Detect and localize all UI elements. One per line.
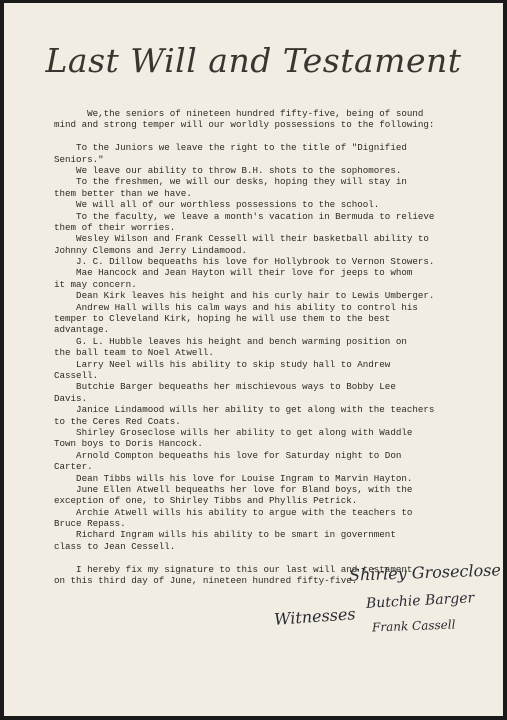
text-line: We leave our ability to throw B.H. shots to the sophomores. [54,164,402,176]
text-line: Butchie Barger bequeaths her mischievous ways to Bobby Lee [54,381,396,393]
signature-frank: Frank Cassell [371,617,456,635]
text-line: Larry Neel wills his ability to skip study hall to Andrew [54,358,391,370]
text-line: Dean Tibbs wills his love for Louise Ingram to Marvin Hayton. [54,472,413,484]
text-line: Johnny Clemons and Jerry Lindamood. [54,244,247,256]
text-line: Mae Hancock and Jean Hayton will their love for jeeps to whom [54,267,413,279]
text-line: To the faculty, we leave a month's vacation in Bermuda to relieve [54,210,435,222]
text-line: Janice Lindamood wills her ability to get along with the teachers [54,404,435,416]
text-line: on this third day of June, nineteen hundred fifty-five. [54,575,358,587]
text-line: Archie Atwell wills his ability to argue with the teachers to [54,506,413,518]
text-line [54,131,494,142]
text-line: J. C. Dillow bequeaths his love for Hollybrook to Vernon Stowers. [54,256,435,268]
witnesses-label: Witnesses [273,604,357,629]
signature-butchie: Butchie Barger [365,590,475,612]
text-line: Town boys to Doris Hancock. [54,438,203,450]
text-line: G. L. Hubble leaves his height and bench warming position on [54,335,407,347]
will-body-text [54,108,494,586]
text-line: temper to Cleveland Kirk, hoping he will use them to the best [54,313,391,325]
document-page [4,3,503,716]
document-title: Last Will and Testament [45,41,462,80]
text-line: To the Juniors we leave the right to the title of "Dignified [54,142,407,154]
text-line: We,the seniors of nineteen hundred fifty-five, being of sound [54,108,424,119]
text-line: Shirley Groseclose wills her ability to get along with Waddle [54,426,413,438]
text-line: to the Ceres Red Coats. [54,415,181,427]
text-line: Arnold Compton bequeaths his love for Saturday night to Don [54,449,402,461]
text-line: June Ellen Atwell bequeaths her love for Bland boys, with the [54,483,413,495]
text-line: mind and strong temper will our worldly possessions to the following: [54,119,435,131]
text-line: class to Jean Cessell. [54,540,176,552]
text-line: Bruce Repass. [54,518,126,530]
text-line: the ball team to Noel Atwell. [54,347,214,359]
text-line: To the freshmen, we will our desks, hoping they will stay in [54,176,407,188]
text-line: them better than we have. [54,187,192,199]
text-line: advantage. [54,324,110,336]
text-line: I hereby fix my signature to this our last will and testament [54,563,413,575]
signature-shirley: Shirley Groseclose [348,560,502,585]
text-line: Seniors." [54,153,104,165]
text-line: it may concern. [54,278,137,290]
text-line: them of their worries. [54,221,176,233]
text-line: Dean Kirk leaves his height and his curly hair to Lewis Umberger. [54,290,435,302]
text-line: Richard Ingram wills his ability to be smart in government [54,529,396,541]
text-line: Davis. [54,392,88,404]
text-line: Andrew Hall wills his calm ways and his ability to control his [54,301,418,313]
text-line: exception of one, to Shirley Tibbs and Phyllis Petrick. [54,495,358,507]
text-line: We will all of our worthless possessions to the school. [54,199,380,211]
text-line: Cassell. [54,369,99,381]
text-line: Wesley Wilson and Frank Cessell will their basketball ability to [54,233,429,245]
text-line: Carter. [54,461,93,473]
